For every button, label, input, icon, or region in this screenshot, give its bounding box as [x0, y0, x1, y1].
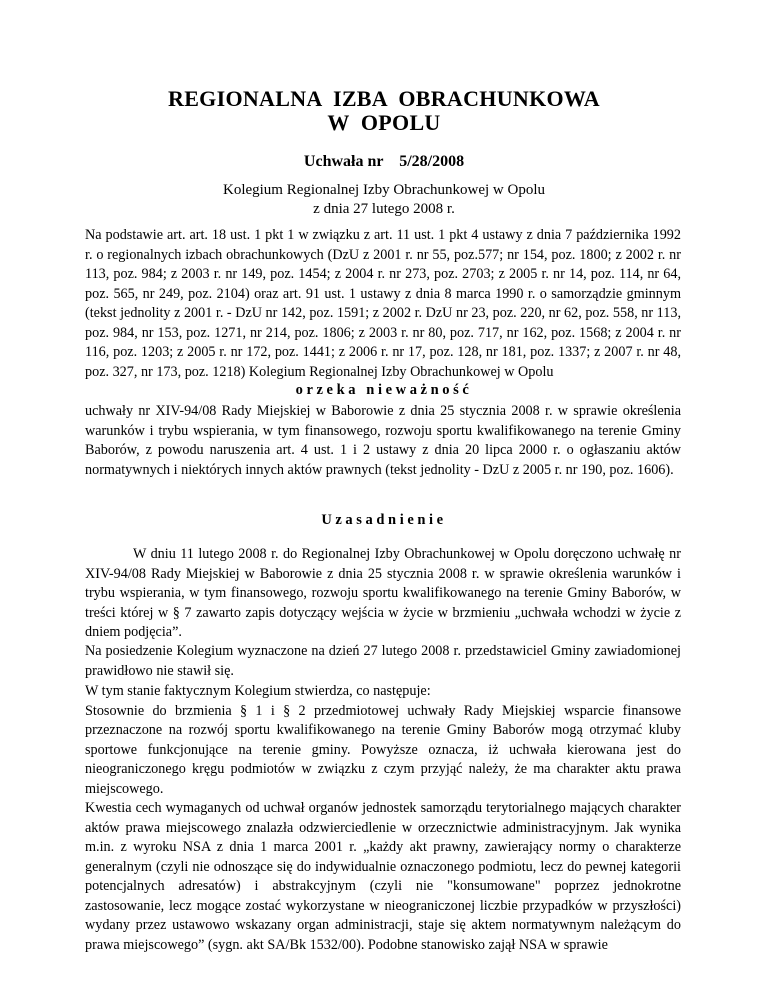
justification-heading: Uzasadnienie: [321, 512, 447, 528]
justification-paragraph-1: [85, 545, 681, 643]
justification-paragraph-1-text: W dniu 11 lutego 2008 r. do Regionalnej Izby Obrachunkowej w Opolu doręczono uchwałę nr XIV-94/08 Rady Miejskiej w Baborowie z dnia 25 stycznia 2008 r. w sprawie określenia warunków i trybu wspierania, w tym finansowego, rozwoju sportu kwalifikowanego na terenie Gminy Baborów, w treści której w § 7 zawarto zapis dotyczący wejścia w życie w brzmieniu „uchwała wchodzi w życie z dniem podjęcia”.: [85, 546, 681, 640]
justification-paragraph-3: W tym stanie faktycznym Kolegium stwierdza, co następuje: Stosownie do brzmienia § 1 i § 2 przedmiotowej uchwały Rady Miejskiej wsparcie finansowe przeznaczone na rozwój sportu kwalifikowanego na terenie Gminy Baborów mogą otrzymać kluby sportowe funkcjonujące na terenie gminy. Powyższe oznacza, iż uchwała kierowana jest do nieograniczonego kręgu podmiotów w związku z czym przyjąć należy, że ma charakter aktu prawa miejscowego. Kwestia cech wymaganych od uchwał organów jednostek samorządu terytorialnego mających charakter aktów prawa miejscowego znalazła odzwierciedlenie w orzecznictwie administracyjnym. Jak wynika m.in. z wyroku NSA z dnia 1 marca 2001 r. „każdy akt prawny, zawierający normy o charakterze generalnym (czyli nie odnoszące się do indywidualnie oznaczonego podmiotu, lecz do pewnej kategorii potencjalnych adresatów) i abstrakcyjnym (czyli nie "konsumowane" poprzez jednokrotne zastosowanie, lecz mogące zostać wykorzystane w nieograniczonej liczbie przypadków w przyszłości) wydany przez ustawowo wskazany organ administracji, staje się aktem normatywnym należącym do prawa miejscowego” (sygn. akt SA/Bk 1532/00). Podobne stanowisko zajął NSA w sprawie: [85, 683, 681, 953]
resolution-number: Uchwała nr 5/28/2008: [303, 153, 465, 170]
document-title-city: W OPOLU: [327, 110, 441, 135]
ruling-heading: orzeka nieważność: [295, 382, 473, 398]
issuer-line: Kolegium Regionalnej Izby Obrachunkowej w Opolu: [222, 182, 545, 198]
justification-paragraph-2: Na posiedzenie Kolegium wyznaczone na dzień 27 lutego 2008 r. przedstawiciel Gminy zawiadomionej prawidłowo nie stawił się.: [85, 643, 681, 679]
date-line: z dnia 27 lutego 2008 r.: [313, 201, 455, 217]
legal-basis-paragraph: Na podstawie art. art. 18 ust. 1 pkt 1 w związku z art. 11 ust. 1 pkt 4 ustawy z dnia 7 października 1992 r. o regionalnych izbach obrachunkowych (DzU z 2001 r. nr 55, poz.577; nr 154, poz. 1800; z 2002 r. nr 113, poz. 984; z 2003 r. nr 149, poz. 1454; z 2004 r. nr 273, poz. 2703; z 2005 r. nr 14, poz. 114, nr 64, poz. 565, nr 249, poz. 2104) oraz art. 91 ust. 1 ustawy z dnia 8 marca 1990 r. o samorządzie gminnym (tekst jednolity z 2001 r. - DzU nr 142, poz. 1591; z 2002 r. DzU nr 23, poz. 220, nr 62, poz. 558, nr 113, poz. 984, nr 153, poz. 1271, nr 214, poz. 1806; z 2003 r. nr 80, poz. 717, nr 162, poz. 1568; z 2004 r. nr 116, poz. 1203; z 2005 r. nr 172, poz. 1441; z 2006 r. nr 17, poz. 128, nr 181, poz. 1337; z 2007 r. nr 48, poz. 327, nr 173, poz. 1218) Kolegium Regionalnej Izby Obrachunkowej w Opolu: [85, 227, 681, 380]
ruling-paragraph: uchwały nr XIV-94/08 Rady Miejskiej w Baborowie z dnia 25 stycznia 2008 r. w sprawie określenia warunków i trybu wspierania, w tym finansowego, rozwoju sportu kwalifikowanego na terenie Gminy Baborów, z powodu naruszenia art. 4 ust. 1 i 2 ustawy z dnia 20 lipca 2000 r. o ogłaszaniu aktów normatywnych i niektórych innych aktów prawnych (tekst jednolity - DzU z 2005 r. nr 190, poz. 1606).: [85, 403, 681, 478]
document-title: REGIONALNA IZBA OBRACHUNKOWA: [168, 86, 600, 111]
